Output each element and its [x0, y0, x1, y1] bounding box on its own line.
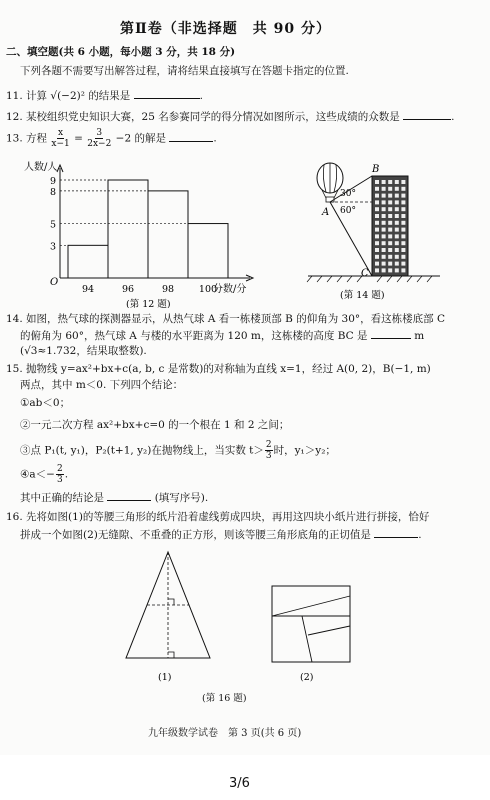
building-window: [395, 255, 399, 259]
building-window: [401, 200, 405, 204]
building-window: [388, 200, 392, 204]
building-window: [388, 228, 392, 232]
equals-sign: =: [74, 132, 83, 145]
building-window: [375, 262, 379, 266]
x-tick-label: 98: [161, 284, 175, 295]
building-window: [375, 255, 379, 259]
building-window: [375, 241, 379, 245]
building-window: [401, 187, 405, 191]
right-angle-mark: [168, 599, 174, 605]
building-window: [382, 248, 386, 252]
fraction: [51, 128, 69, 149]
bar-94: [68, 245, 108, 278]
y-tick-label: 5: [50, 219, 57, 231]
building-window: [375, 268, 379, 272]
figure-16-square: [268, 582, 358, 688]
building-window: [375, 207, 379, 211]
question-text: 抛物线 y=ax²+bx+c(a, b, c 是常数)的对称轴为直线 x=1，经过 A(0, 2)，B(−1, m): [26, 363, 431, 375]
building-window: [388, 221, 392, 225]
bar-group: [60, 180, 228, 278]
question-text: 某校组织党史知识大赛，25 名参赛同学的得分情况如图所示，这些成绩的众数是: [26, 111, 400, 123]
ground-hatching: [307, 276, 432, 282]
building-window: [382, 262, 386, 266]
figure-12-bar-chart: [18, 158, 268, 308]
building-window: [382, 268, 386, 272]
question-14-line-3: (√3≈1.732，结果取整数).: [20, 345, 147, 357]
fraction-denominator: x−1: [51, 139, 70, 149]
building-window: [375, 194, 379, 198]
question-text: 的俯角为 60°，热气球 A 与楼的水平距离为 120 m，这栋楼的高度 BC 是: [20, 330, 368, 342]
building-window: [401, 228, 405, 232]
building-window: [382, 180, 386, 184]
building-window: [375, 214, 379, 218]
fraction: [265, 440, 273, 461]
building-window: [401, 241, 405, 245]
figure-label: (2): [300, 672, 314, 683]
building-window: [388, 248, 392, 252]
question-text: 计算: [26, 90, 48, 102]
question-number: 13.: [6, 132, 23, 145]
conclusion-1: ①ab＜0；: [20, 397, 71, 409]
x-tick-label: 94: [81, 284, 95, 295]
section-instruction: 下列各题不需要写出解答过程，请将结果直接填写在答题卡指定的位置.: [20, 65, 349, 77]
square: [272, 586, 350, 662]
building-window: [388, 268, 392, 272]
building-window: [401, 214, 405, 218]
building-window: [401, 180, 405, 184]
question-text: 如图，热气球的探测器显示，从热气球 A 看一栋楼顶部 B 的仰角为 30°，看这栋楼底部 C: [26, 313, 446, 325]
balloon-basket: [326, 197, 334, 202]
building-window: [375, 234, 379, 238]
question-15-answer: [20, 490, 208, 505]
point-c-label: C: [361, 268, 369, 279]
answer-blank[interactable]: [107, 490, 151, 501]
building-window: [375, 200, 379, 204]
right-angle-mark: [168, 652, 174, 658]
building-window: [375, 228, 379, 232]
y-axis-label: 人数/人: [24, 162, 58, 173]
conclusion-text: .: [64, 468, 69, 481]
building-window: [401, 234, 405, 238]
bar-98: [148, 191, 188, 278]
question-11: 11. 计算 √(−2)² 的结果是 .: [6, 90, 203, 102]
unit-label: m: [414, 330, 425, 342]
figure-caption: (第 14 题): [340, 290, 385, 301]
x-tick-label: 100: [198, 284, 218, 295]
figure-caption: (第 16 题): [202, 693, 247, 704]
fraction-numerator: x: [58, 128, 64, 138]
page-footer: 九年级数学试卷 第 3 页(共 6 页): [148, 728, 302, 739]
question-15-line-2: 两点，其中 m＜0. 下列四个结论：: [20, 379, 184, 391]
building-window: [388, 214, 392, 218]
building-window: [382, 241, 386, 245]
fraction-numerator: 3: [96, 128, 103, 138]
fraction-denominator: 2x−2: [87, 139, 112, 149]
conclusion-text: 时，y₁＞y₂；: [273, 444, 336, 457]
building-window: [401, 262, 405, 266]
building-window: [375, 221, 379, 225]
y-tick-label: 8: [50, 186, 57, 198]
building-window: [395, 228, 399, 232]
point-a-label: A: [322, 207, 330, 218]
building-window: [382, 200, 386, 204]
answer-blank[interactable]: [371, 328, 411, 339]
angle-30-label: 30°: [340, 189, 356, 199]
page-title: 第Ⅱ卷（非选择题 共 90 分）: [120, 21, 332, 37]
building-window: [395, 221, 399, 225]
building-window: [388, 207, 392, 211]
building-window: [382, 194, 386, 198]
building-window: [382, 255, 386, 259]
building-window: [388, 262, 392, 266]
building-window: [382, 221, 386, 225]
building-window: [375, 248, 379, 252]
question-12: 12. 某校组织党史知识大赛，25 名参赛同学的得分情况如图所示，这些成绩的众数是 .: [6, 111, 455, 123]
x-tick-labels: [82, 284, 217, 295]
building-window: [401, 221, 405, 225]
conclusion-text: ④a＜−: [20, 468, 55, 481]
building-window: [382, 234, 386, 238]
question-text: 先将如图(1)的等腰三角形的纸片沿着虚线剪成四块，再用这四块小纸片进行拼接，恰好: [26, 511, 430, 523]
cut-line: [302, 616, 312, 662]
section-heading: 二、填空题(共 6 小题，每小题 3 分，共 18 分): [6, 46, 236, 58]
question-number: 11.: [6, 90, 23, 102]
building-window: [395, 234, 399, 238]
building-window: [382, 207, 386, 211]
bar-96: [108, 180, 148, 278]
building-window: [395, 241, 399, 245]
conclusion-2: ②一元二次方程 ax²+bx+c=0 的一个根在 1 和 2 之间；: [20, 419, 290, 431]
building-window: [395, 268, 399, 272]
question-number: 15.: [6, 363, 23, 375]
question-number: 16.: [6, 511, 23, 523]
fraction: [87, 128, 111, 149]
cut-line: [308, 626, 350, 635]
building-window: [395, 200, 399, 204]
figure-14-diagram: [300, 160, 450, 310]
cut-line: [272, 596, 350, 616]
x-axis-label: 分数/分: [213, 284, 247, 295]
fraction-denominator: 3: [265, 451, 272, 461]
building-window: [388, 194, 392, 198]
question-number: 14.: [6, 313, 23, 325]
building-window: [388, 234, 392, 238]
building-window: [395, 180, 399, 184]
building-window: [388, 180, 392, 184]
x-tick-label: 96: [121, 284, 135, 295]
fraction-numerator: 2: [265, 440, 272, 450]
question-text: −2 的解是: [115, 132, 166, 145]
building-window: [401, 255, 405, 259]
y-tick-labels: [50, 176, 56, 252]
point-b-label: B: [372, 164, 380, 175]
building-window: [375, 180, 379, 184]
building-window: [382, 214, 386, 218]
building-window: [388, 187, 392, 191]
figure-label: (1): [158, 672, 172, 683]
building-window: [388, 255, 392, 259]
building-window: [401, 207, 405, 211]
figure-16-triangle: [118, 548, 218, 688]
building-window: [375, 187, 379, 191]
building: [372, 176, 408, 276]
building-window: [401, 248, 405, 252]
question-number: 12.: [6, 111, 23, 123]
question-16-line-2: 拼成一个如图(2)无缝隙、不重叠的正方形，则该等腰三角形底角的正切值是 .: [20, 529, 422, 541]
y-tick-label: 3: [50, 241, 57, 253]
answer-blank[interactable]: [403, 109, 451, 120]
question-16: [6, 510, 429, 524]
question-text: 方程: [26, 132, 48, 145]
answer-blank[interactable]: [134, 88, 200, 99]
angle-60-label: 60°: [340, 206, 356, 216]
building-window: [382, 187, 386, 191]
fraction: [56, 464, 64, 485]
building-window: [395, 214, 399, 218]
page-indicator: 3/6: [229, 776, 250, 791]
origin-label: O: [50, 277, 59, 288]
question-text: 的结果是: [88, 90, 131, 102]
building-window: [382, 228, 386, 232]
building-window: [395, 262, 399, 266]
fraction-denominator: 3: [56, 475, 63, 485]
question-text: 拼成一个如图(2)无缝隙、不重叠的正方形，则该等腰三角形底角的正切值是: [20, 529, 371, 541]
question-15: [6, 362, 431, 376]
conclusion-3: [20, 440, 336, 461]
fraction-numerator: 2: [56, 464, 63, 474]
y-tick-label: 9: [50, 176, 57, 187]
building-window: [395, 248, 399, 252]
question-text: 其中正确的结论是: [20, 492, 104, 504]
conclusion-text: ③点 P₁(t, y₁)，P₂(t+1, y₂)在抛物线上，当实数 t＞: [20, 444, 264, 457]
building-window: [395, 194, 399, 198]
question-14: [6, 312, 445, 326]
question-13: 13. 方程 $\frac{x}{x-1}$ = $\frac{3}{2x-2}$ −2 的解是 .: [6, 128, 217, 149]
question-14-line-2: [20, 328, 424, 343]
answer-blank[interactable]: [374, 527, 418, 538]
answer-blank[interactable]: [169, 131, 213, 142]
building-window: [395, 207, 399, 211]
math-expression: √(−2)²: [50, 90, 85, 102]
figure-caption: (第 12 题): [126, 299, 171, 308]
question-text: (填写序号).: [154, 492, 209, 504]
building-window: [388, 241, 392, 245]
building-window: [401, 268, 405, 272]
building-window: [401, 194, 405, 198]
bar-100: [188, 224, 228, 278]
building-window: [395, 187, 399, 191]
conclusion-4: [20, 464, 68, 485]
